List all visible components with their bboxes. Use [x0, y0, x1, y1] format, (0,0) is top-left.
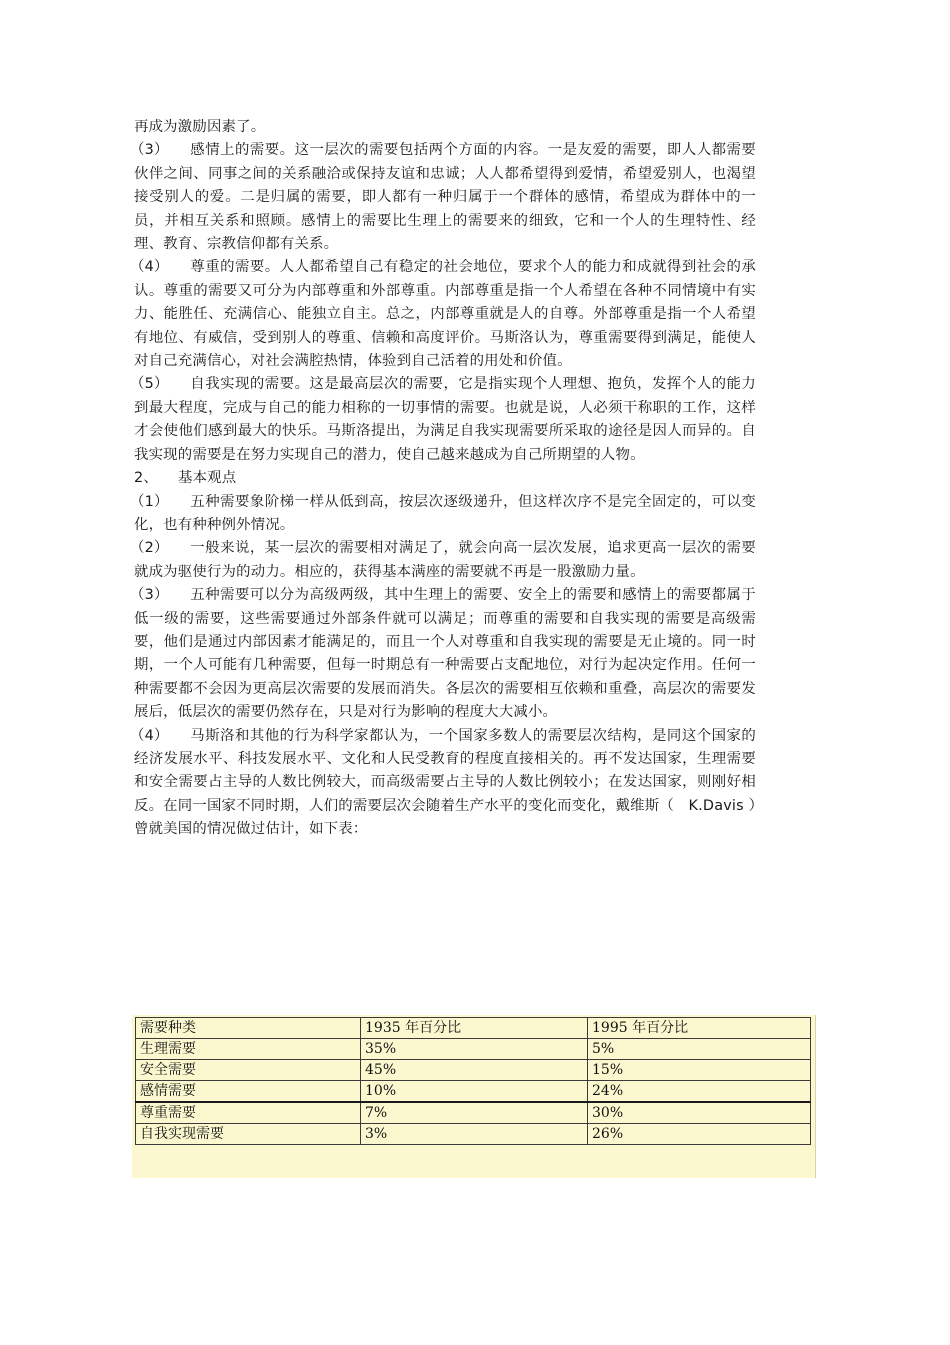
item-number: （4） — [130, 259, 169, 276]
paragraph-text: 五种需要可以分为高级两级，其中生理上的需要、安全上的需要和感情上的需要都属于低一级的需要，这些需要通过外部条件就可以满足；而尊重的需要和自我实现的需要是高级需要，他们是通过内部因素才能满足的，而且一个人对尊重和自我实现的需要是无止境的。同一时期，一个人可能有几种需要，但每一时期总有一种需要占支配地位，对行为起决定作用。任何一种需要都不会因为更高层次需要的发展而消失。各层次的需要相互依赖和重叠，高层次的需要发展后，低层次的需要仍然存在，只是对行为影响的程度大大减小。 — [134, 587, 756, 721]
paragraph-emotional-needs — [130, 139, 756, 256]
section-title: 基本观点 — [178, 470, 237, 487]
needs-percentage-table — [135, 1017, 811, 1145]
item-number: （2） — [130, 540, 169, 557]
paragraph-text: 一般来说，某一层次的需要相对满足了，就会向高一层次发展，追求更高一层次的需要就成为驱使行为的动力。相应的，获得基本满座的需要就不再是一股激励力量。 — [134, 540, 756, 580]
table-cell: 24% — [588, 1081, 811, 1103]
paragraph-text: 五种需要象阶梯一样从低到高，按层次逐级递升，但这样次序不是完全固定的，可以变化，也有种种例外情况。 — [134, 493, 756, 533]
paragraph-view-2 — [130, 537, 756, 584]
table-cell: 35% — [361, 1039, 588, 1060]
table-cell: 安全需要 — [136, 1060, 361, 1081]
section-heading-basic-views — [134, 467, 756, 490]
paragraph-esteem-needs — [130, 256, 756, 373]
paragraph-view-1 — [130, 491, 756, 538]
item-number: （3） — [130, 587, 169, 604]
table-header-row — [136, 1018, 811, 1039]
table-cell: 尊重需要 — [136, 1102, 361, 1124]
table-cell: 5% — [588, 1039, 811, 1060]
table-row — [136, 1102, 811, 1124]
item-number: （1） — [130, 493, 169, 510]
header-cell-1935: 1935 年百分比 — [361, 1018, 588, 1039]
table-cell: 3% — [361, 1124, 588, 1145]
paragraph-view-3 — [130, 584, 756, 724]
paragraph-text: 自我实现的需要。这是最高层次的需要，它是指实现个人理想、抱负，发挥个人的能力到最大程度，完成与自己的能力相称的一切事情的需要。也就是说，人必须干称职的工作，这样才会使他们感到最大的快乐。马斯洛提出，为满足自我实现需要所采取的途径是因人而异的。自我实现的需要是在努力实现自己的潜力，使自己越来越成为自己所期望的人物。 — [134, 376, 756, 463]
table-cell: 26% — [588, 1124, 811, 1145]
table-row — [136, 1039, 811, 1060]
paragraph-text: 再成为激励因素了。 — [134, 119, 266, 135]
table-cell: 自我实现需要 — [136, 1124, 361, 1145]
paragraph-continuation — [134, 116, 756, 139]
table-cell: 15% — [588, 1060, 811, 1081]
paragraph-view-4 — [130, 725, 756, 842]
header-cell-1995: 1995 年百分比 — [588, 1018, 811, 1039]
header-cell-need-type: 需要种类 — [136, 1018, 361, 1039]
table-row — [136, 1060, 811, 1081]
paragraph-text: 马斯洛和其他的行为科学家都认为，一个国家多数人的需要层次结构，是同这个国家的经济发展水平、科技发展水平、文化和人民受教育的程度直接相关的。再不发达国家，生理需要和安全需要占主导的人数比例较大，而高级需要占主导的人数比例较小；在发达国家，则刚好相反。在同一国家不同时期，人们的需要层次会随着生产水平的变化而变化，戴维斯（ K.Davis ）曾就美国的情况做过估计，如下表： — [134, 727, 756, 838]
document-body — [130, 116, 756, 842]
table-cell: 10% — [361, 1081, 588, 1103]
item-number: （4） — [130, 727, 169, 744]
paragraph-self-actualization — [130, 373, 756, 467]
table-cell: 45% — [361, 1060, 588, 1081]
table-cell: 30% — [588, 1102, 811, 1124]
section-number: 2、 — [134, 470, 158, 487]
table-cell: 感情需要 — [136, 1081, 361, 1103]
item-number: （5） — [130, 376, 169, 393]
table-cell: 生理需要 — [136, 1039, 361, 1060]
table-cell: 7% — [361, 1102, 588, 1124]
table-row — [136, 1124, 811, 1145]
item-number: （3） — [130, 142, 169, 159]
paragraph-text: 感情上的需要。这一层次的需要包括两个方面的内容。一是友爱的需要，即人人都需要伙伴之间、同事之间的关系融洽或保持友谊和忠诚；人人都希望得到爱情，希望爱别人，也渴望接受别人的爱。二是归属的需要，即人都有一种归属于一个群体的感情，希望成为群体中的一员，并相互关系和照顾。感情上的需要比生理上的需要来的细致，它和一个人的生理特性、经理、教育、宗教信仰都有关系。 — [134, 142, 756, 253]
paragraph-text: 尊重的需要。人人都希望自己有稳定的社会地位，要求个人的能力和成就得到社会的承认。尊重的需要又可分为内部尊重和外部尊重。内部尊重是指一个人希望在各种不同情境中有实力、能胜任、充满信心、能独立自主。总之，内部尊重就是人的自尊。外部尊重是指一个人希望有地位、有威信，受到别人的尊重、信赖和高度评价。马斯洛认为，尊重需要得到满足，能使人对自己充满信心，对社会满腔热情，体验到自己活着的用处和价值。 — [134, 259, 756, 370]
table-row — [136, 1081, 811, 1103]
needs-table-container — [132, 1015, 816, 1178]
